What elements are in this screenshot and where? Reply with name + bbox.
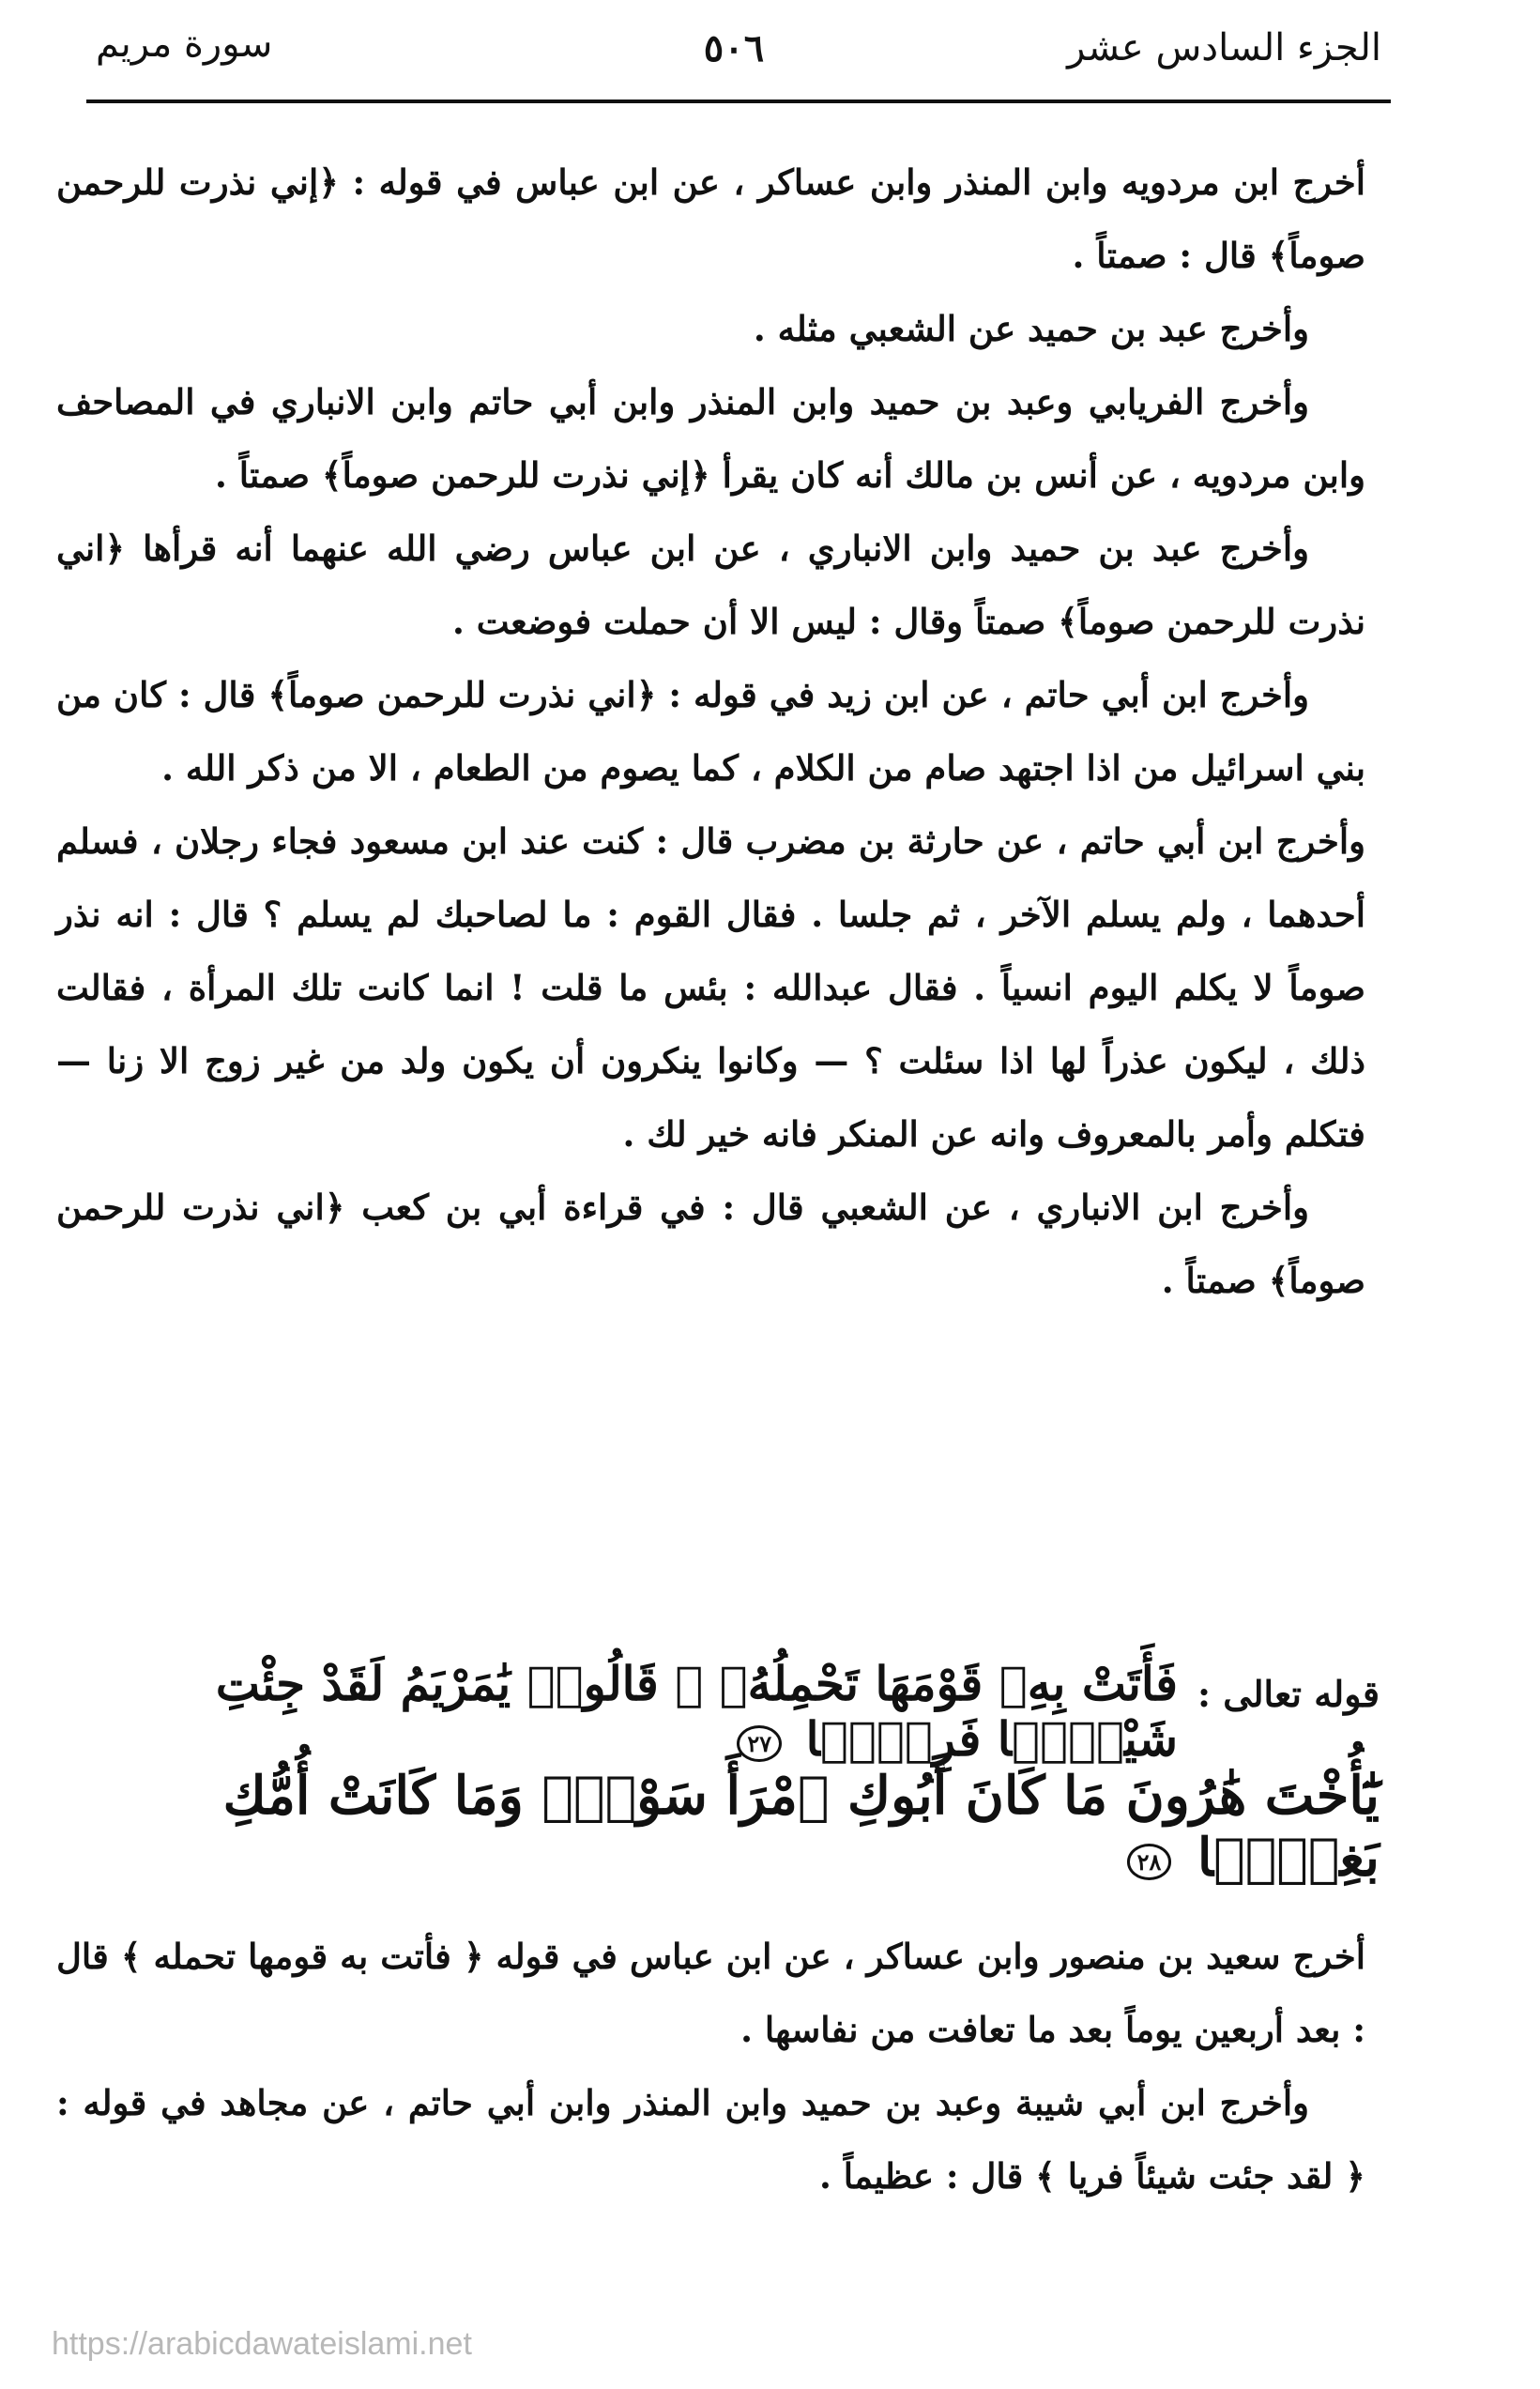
source-watermark: https://arabicdawateislami.net bbox=[52, 2326, 472, 2362]
paragraph: أخرج ابن مردويه وابن المنذر وابن عساكر ، عن ابن عباس في قوله : ﴿إني نذرت للرحمن صوماً﴾ قال : صمتاً . bbox=[56, 161, 1365, 276]
verse-intro: قوله تعالى : bbox=[1197, 1673, 1380, 1715]
paragraph: وأخرج ابن الانباري ، عن الشعبي قال : في قراءة أبي بن كعب ﴿اني نذرت للرحمن صوماً﴾ صمتاً . bbox=[56, 1187, 1365, 1301]
verse-number-marker: ٢٨ bbox=[1127, 1844, 1172, 1880]
verse-text bbox=[131, 1765, 1380, 1889]
verse-words: فَأَتَتْ بِهِۦ قَوْمَهَا تَحْمِلُهُۥ ۖ قَالُوا۟ يَٰمَرْيَمُ لَقَدْ جِئْتِ شَيْـًۭٔا فَرِيًّۭا bbox=[215, 1656, 1178, 1767]
paragraph: وأخرج عبد بن حميد عن الشعبي مثله . bbox=[753, 308, 1309, 349]
header-divider bbox=[86, 100, 1391, 103]
verse-line bbox=[131, 1643, 1380, 1767]
quran-verse-block bbox=[131, 1643, 1380, 1889]
surah-label: سورة مريم bbox=[96, 23, 273, 66]
paragraph: وأخرج عبد بن حميد وابن الانباري ، عن ابن عباس رضي الله عنهما أنه قرأها ﴿اني نذرت للرحمن صوماً﴾ صمتاً وقال : ليس الا أن حملت فوضعت . bbox=[56, 528, 1365, 642]
page-number: ٥٠٦ bbox=[703, 26, 765, 70]
verse-number-marker: ٢٧ bbox=[737, 1725, 782, 1762]
verse-words: يَٰٓأُخْتَ هَٰرُونَ مَا كَانَ أَبُوكِ ٱمْرَأَ سَوْءٍۢ وَمَا كَانَتْ أُمُّكِ بَغِيًّۭا bbox=[222, 1765, 1380, 1889]
main-text bbox=[56, 145, 1365, 1317]
paragraph: وأخرج ابن أبي شيبة وعبد بن حميد وابن المنذر وابن أبي حاتم ، عن مجاهد في قوله : ﴿ لقد جئت شيئاً فريا ﴾ قال : عظيماً . bbox=[56, 2082, 1365, 2197]
paragraph: وأخرج ابن أبي حاتم ، عن حارثة بن مضرب قال : كنت عند ابن مسعود فجاء رجلان ، فسلم أحدهما ، ولم يسلم الآخر ، ثم جلسا . فقال القوم : ما لصاحبك لم يسلم ؟ قال : انه نذر صوماً لا يكلم اليوم انسياً . فقال عبدالله : بئس ما قلت ! انما كانت تلك المرأة ، فقالت ذلك ، ليكون عذراً لها اذا سئلت ؟ — وكانوا ينكرون أن يكون ولد من غير زوج الا زنا — فتكلم وأمر بالمعروف وانه عن المنكر فانه خير لك . bbox=[56, 820, 1365, 1155]
commentary-text bbox=[56, 1920, 1365, 2213]
paragraph: أخرج سعيد بن منصور وابن عساكر ، عن ابن عباس في قوله ﴿ فأتت به قومها تحمله ﴾ قال : بعد أربعين يوماً بعد ما تعافت من نفاسها . bbox=[56, 1936, 1365, 2050]
page-header bbox=[86, 13, 1381, 100]
paragraph: وأخرج ابن أبي حاتم ، عن ابن زيد في قوله : ﴿اني نذرت للرحمن صوماً﴾ قال : كان من بني اسرائيل من اذا اجتهد صام من الكلام ، كما يصوم من الطعام ، الا من ذكر الله . bbox=[56, 674, 1365, 789]
verse-text bbox=[131, 1656, 1178, 1767]
part-label: الجزء السادس عشر bbox=[1067, 26, 1381, 69]
paragraph: وأخرج الفريابي وعبد بن حميد وابن المنذر وابن أبي حاتم وابن الانباري في المصاحف وابن مردويه ، عن أنس بن مالك أنه كان يقرأ ﴿إني نذرت للرحمن صوماً﴾ صمتاً . bbox=[56, 381, 1365, 496]
